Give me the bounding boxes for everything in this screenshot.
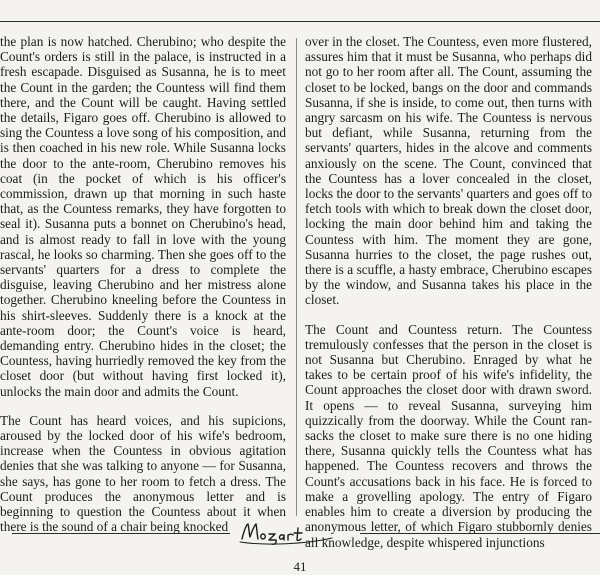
paragraph: the plan is now hatched. Cherubino; who despite the Count's orders is still in the palace, is instructed in a fresh escapade. Disguised as Susanna, he is to meet the Count in the garden; the Countess will find them there, and the Count will be caught. Having settled the details, Figaro goes off. Cherubino is allowed to sing the Countess a love song of his composition, and is then coached in his new role. While Susanna locks the door to the ante-room, Cherubino removes his coat (in the pocket of which is his officer's commission, drawn up that morning in such haste that, as the Countess remarks, they have forgotten to seal it). Susanna puts a bonnet on Cherubino's head, and is almost ready to fall in love with the young rascal, he looks so charming. Then she goes off to the servants' quarters for a dress to complete the disguise, leaving Cherubino and her mistress alone together. Cherubino kneeling before the Countess in his shirt-sleeves. Suddenly there is a knock at the ante-room door; the Count's voice is heard, demanding entry. Cherubino hides in the closet; the Countess, having hurriedly removed the key from the closet door (but without having first locked it), unlocks the main door and admits the Count. bbox=[0, 34, 286, 399]
text-columns bbox=[0, 34, 600, 550]
mozart-signature-logo bbox=[236, 519, 356, 547]
paragraph: over in the closet. The Countess, even more flustered, assures him that it must be Susanna, who perhaps did not go to her room after all. The Count, assuming the closet to be locked, bangs on the door and commands Susanna, if she is inside, to come out, then turns with angry sarcasm on his wife. The Countess is nervous but defiant, while Susanna, returning from the servants' quarters, hides in the alcove and comments anxiously on the scene. The Count, convinced that the Countess has a lover concealed in the closet, locks the door to the servants' quarters and goes off to fetch tools with which to break down the closet door, locking the main door behind him and taking the Countess with him. The moment they are gone, Susanna hurries to the closet, the page rushes out, there is a scuffle, a hasty embrace, Cherubino escapes by the window, and Susanna takes his place in the closet. bbox=[305, 34, 592, 308]
footer-rule-left bbox=[12, 533, 230, 534]
header-rule bbox=[0, 21, 600, 22]
left-column bbox=[0, 34, 286, 535]
paragraph: The Count and Countess return. The Countess tremulously confesses that the person in the closet is not Susanna but Cherubino. Enraged by what he takes to be certain proof of his wife's infidelity, the Count approaches the closet door with drawn sword. It opens — to reveal Susanna, surveying him quizzically from the doorway. While the Count ransacks the closet to make sure there is no one hiding there, Susanna quickly tells the Countess what has happened. The Countess recovers and throws the Count's accusations back in his face. He is forced to make a grovelling apology. The entry of Figaro enables him to create a diversion by producing the anonymous letter, of which Figaro stubbornly denies all knowledge, despite whispered injunctions bbox=[305, 321, 592, 550]
footer-rule-right bbox=[360, 533, 600, 534]
right-column bbox=[305, 34, 592, 550]
paragraph: The Count has heard voices, and his supicions, aroused by the locked door of his wife's bedroom, increase when the Countess in obvious agitation denies that she was talking to anyone — for Susanna, she says, has gone to her room to fetch a dress. The Count produces the anonymous letter and is beginning to question the Countess about it when there is the sound of a chair being knocked bbox=[0, 412, 286, 535]
page-number: 41 bbox=[293, 559, 307, 574]
column-divider bbox=[296, 38, 297, 516]
